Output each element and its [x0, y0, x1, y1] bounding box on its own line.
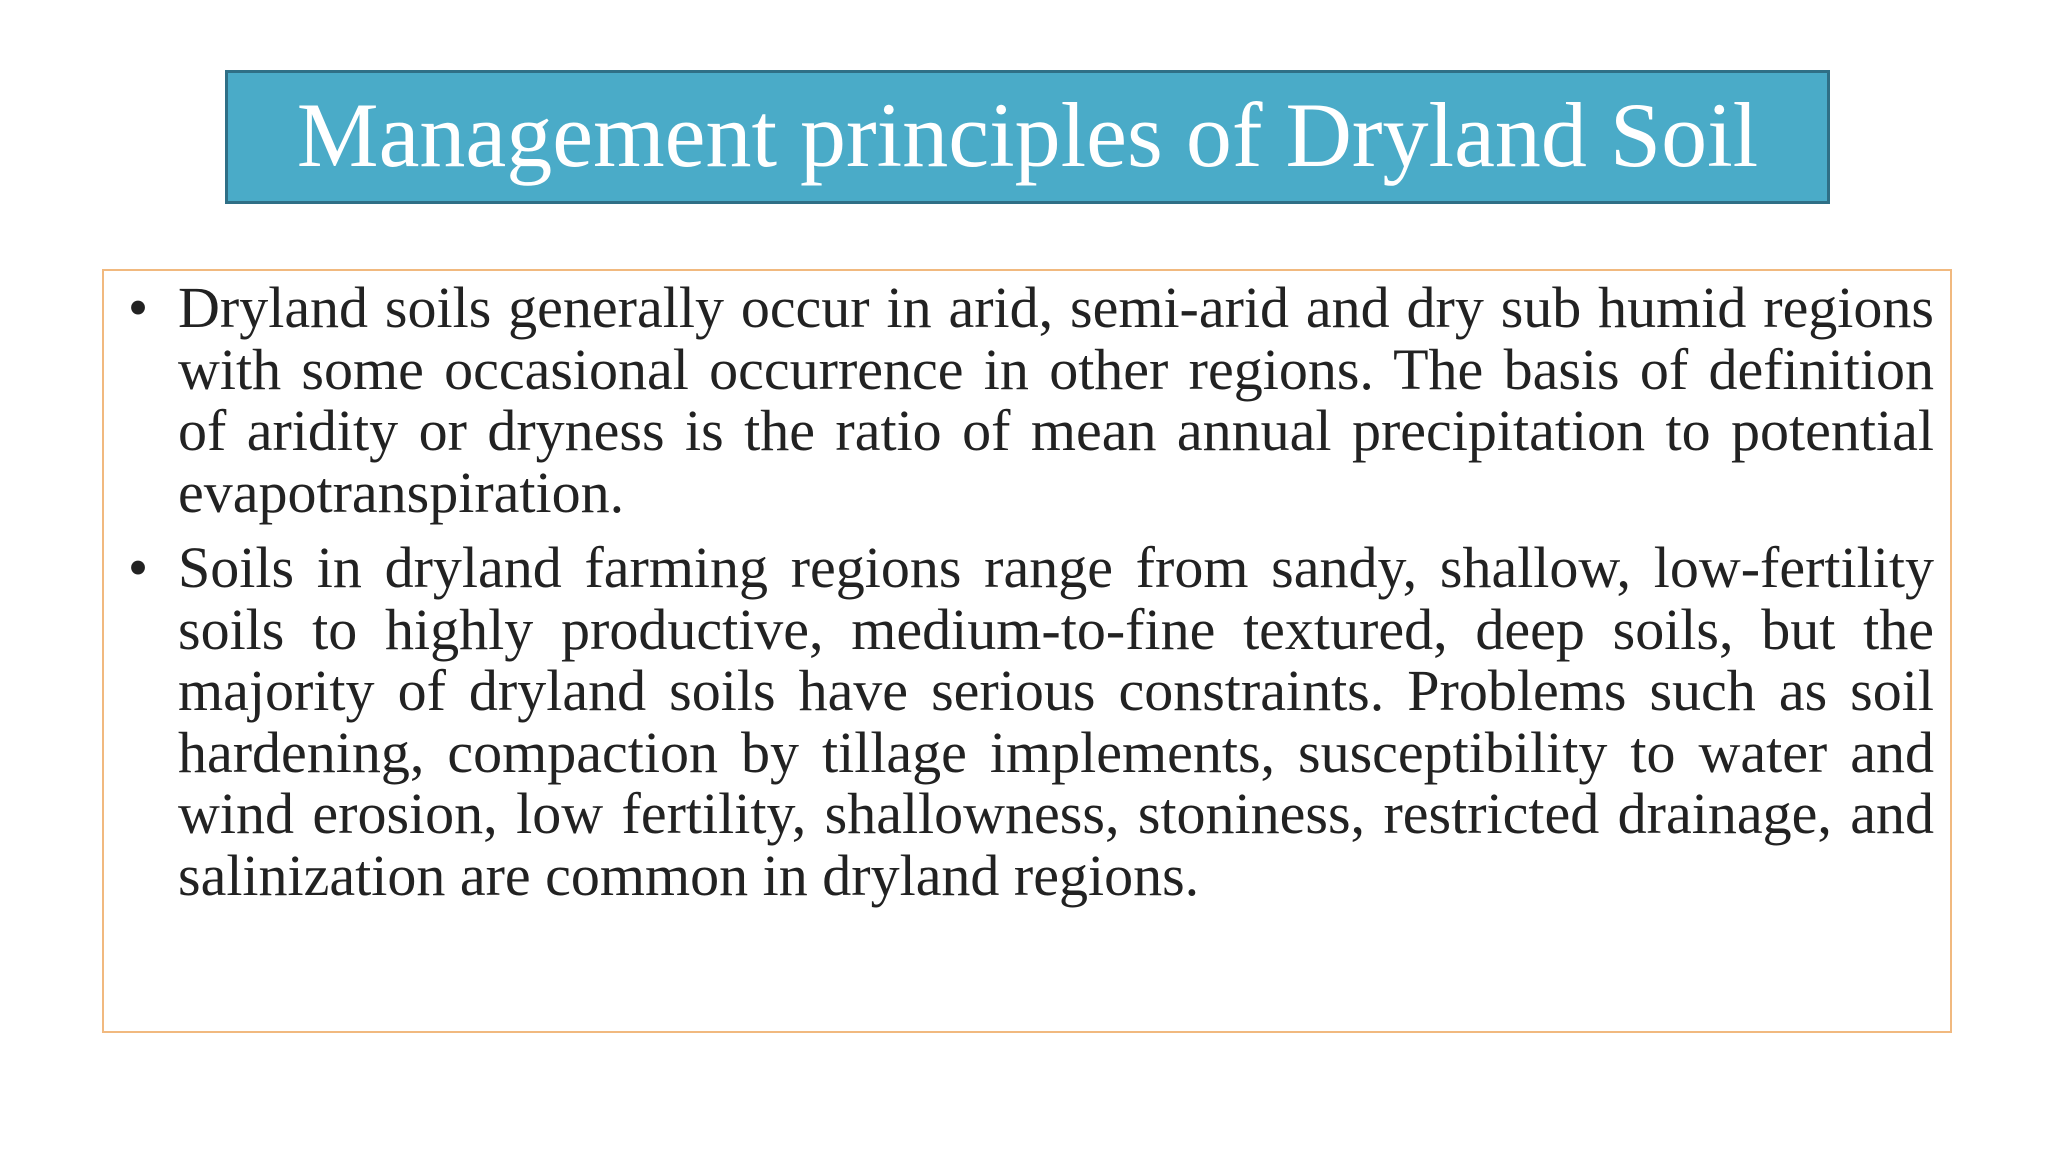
title-banner: [225, 70, 1830, 204]
bullet-item: [104, 277, 1950, 523]
bullet-list: [104, 271, 1950, 906]
bullet-text: Dryland soils generally occur in arid, semi-arid and dry sub humid regions with some occasional occurrence in other regions. The basis of definition of aridity or dryness is the ratio of mean annual precipitation to potential evapotranspiration.: [178, 275, 1934, 525]
bullet-item: [104, 537, 1950, 906]
slide-title: Management principles of Dryland Soil: [296, 84, 1759, 186]
bullet-icon: •: [127, 535, 149, 600]
content-box: [102, 269, 1952, 1033]
bullet-text: Soils in dryland farming regions range from sandy, shallow, low-fertility soils to highly productive, medium-to-fine textured, deep soils, but the majority of dryland soils have serious constraints. Problems such as soil hardening, compaction by tillage implements, susceptibility to water and wind erosion, low fertility, shallowness, stoniness, restricted drainage, and salinization are common in dryland regions.: [178, 535, 1934, 908]
bullet-icon: •: [127, 275, 149, 340]
